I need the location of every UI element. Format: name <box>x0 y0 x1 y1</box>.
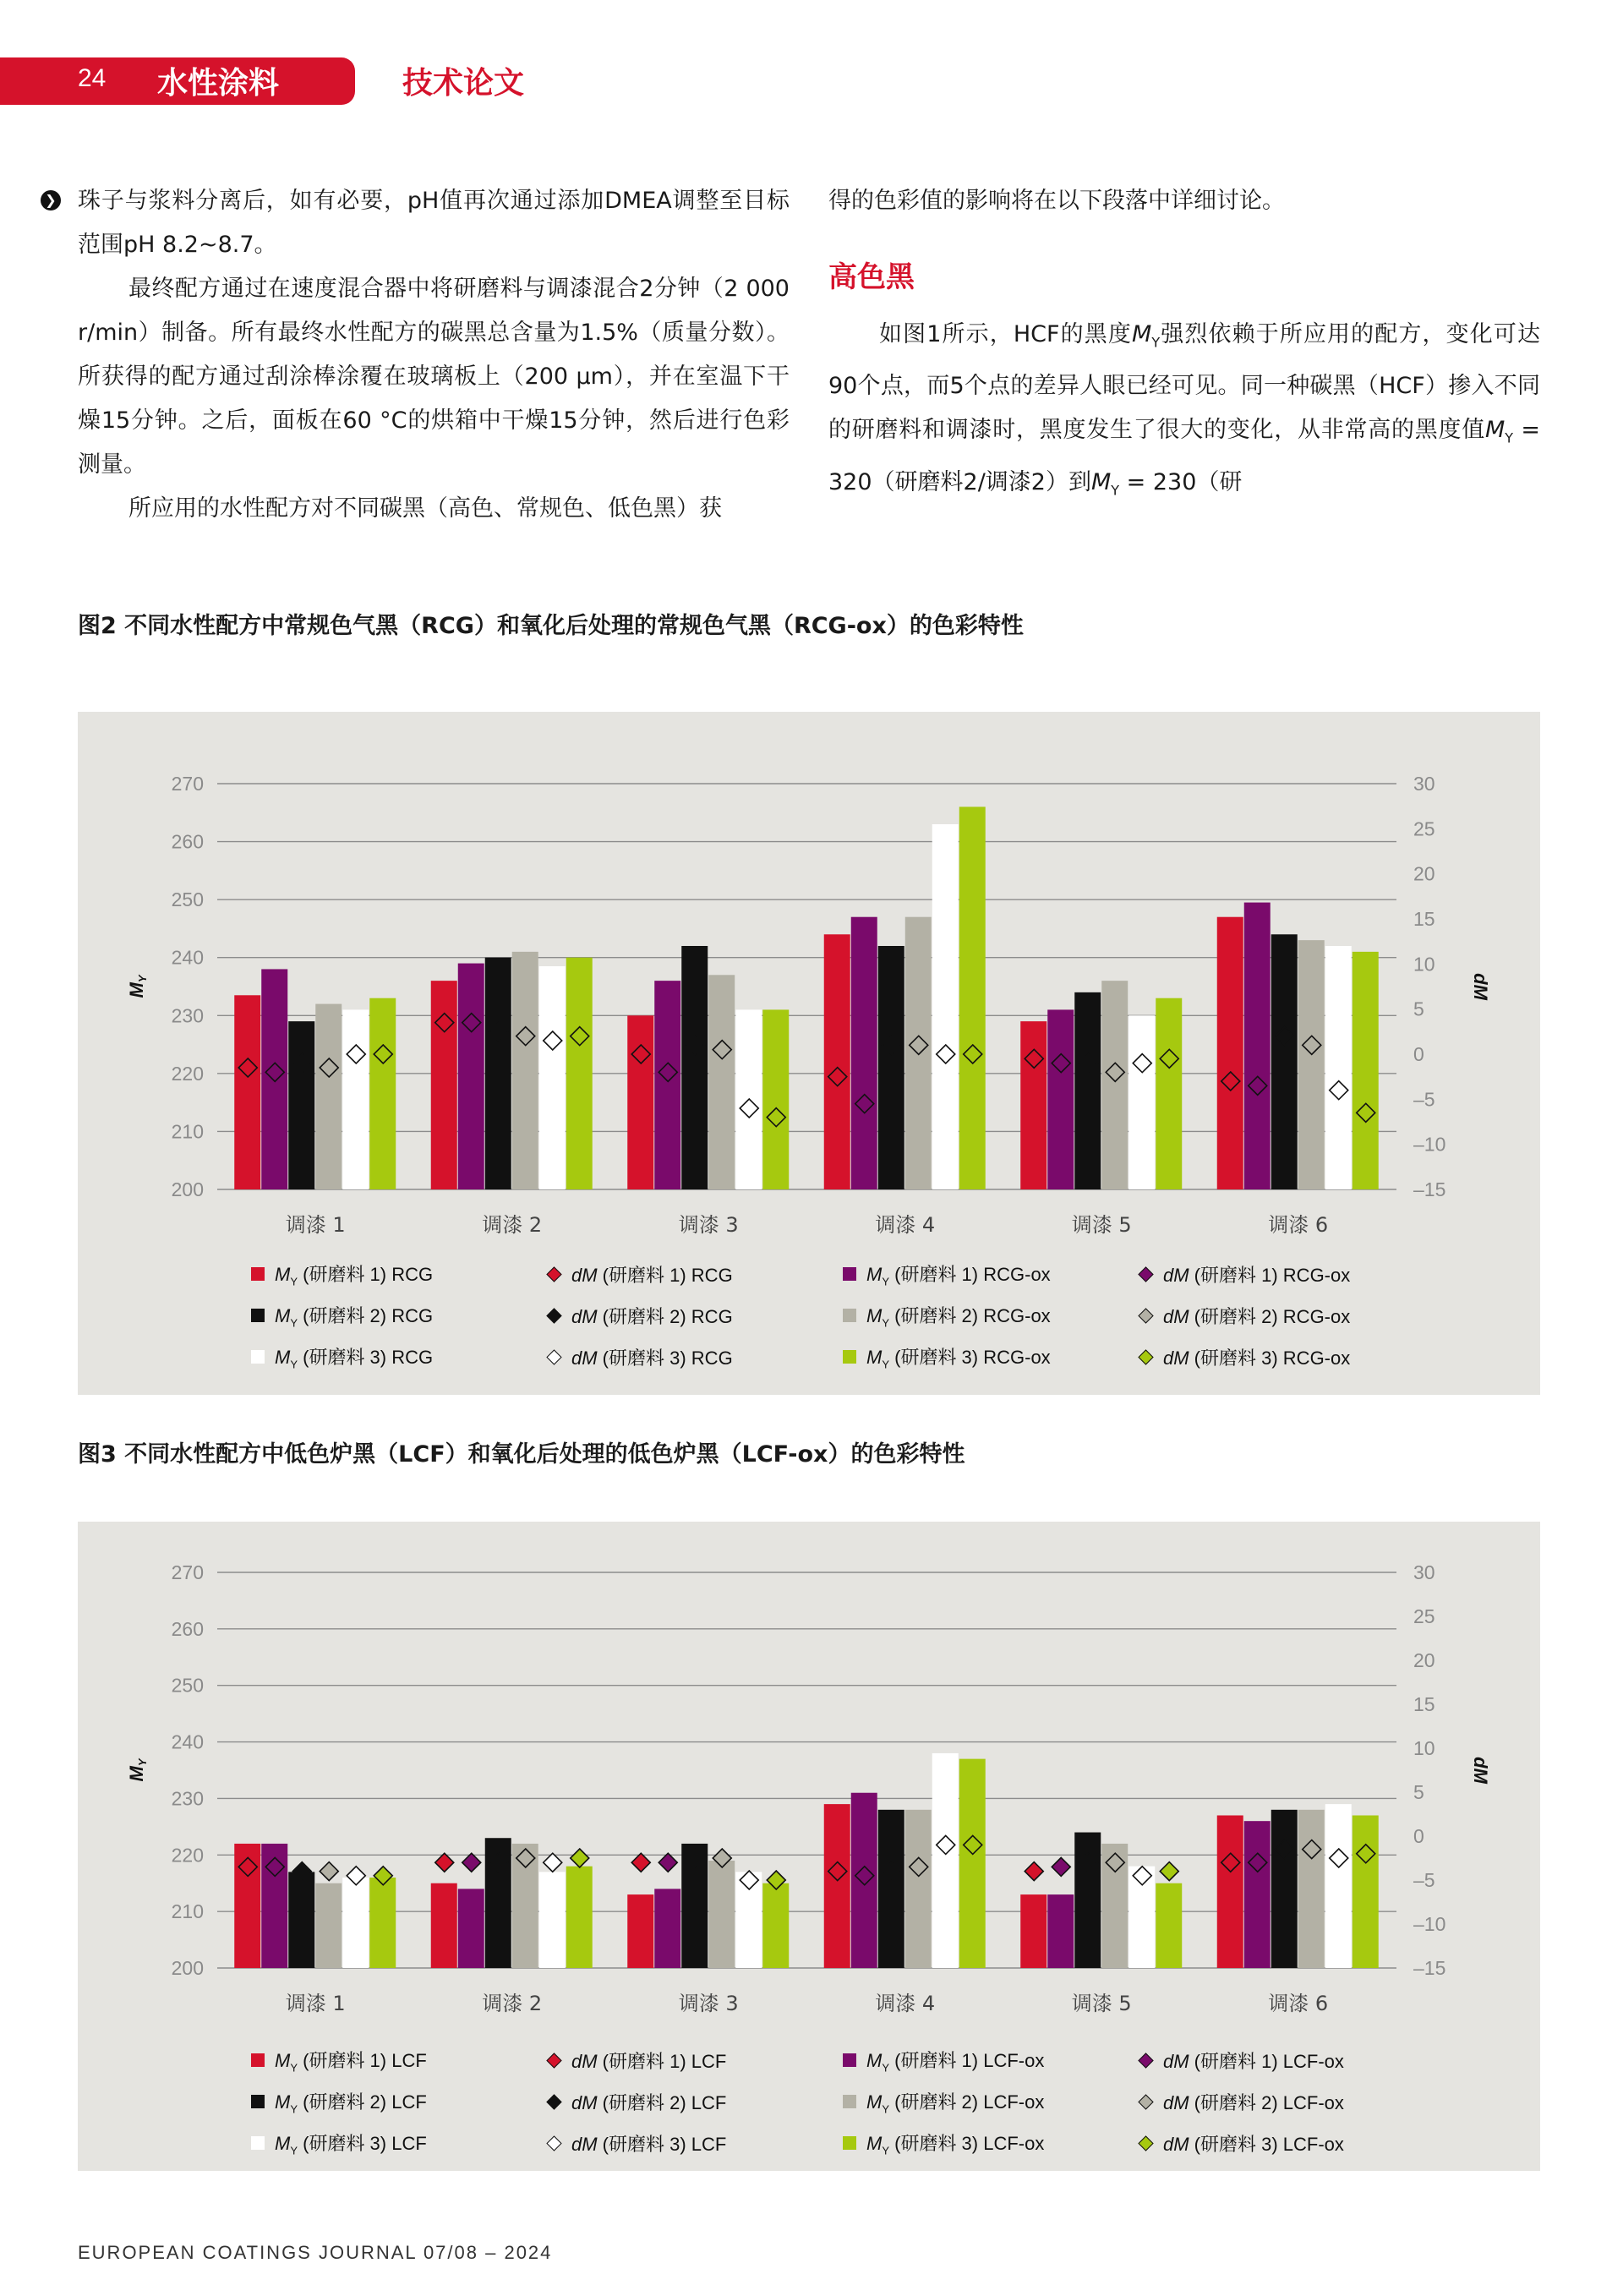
bar <box>627 1894 653 1968</box>
x-tick-label: 调漆 2 <box>482 1992 543 2015</box>
bar <box>539 1872 566 1968</box>
legend-item: $M_Y$ (研磨料 3) LCF <box>251 2130 427 2156</box>
y-tick-label: 250 <box>171 1674 204 1697</box>
legend-bar-swatch <box>843 1309 856 1322</box>
y2-tick-label: 0 <box>1413 1043 1424 1065</box>
legend-bar-swatch <box>843 2095 856 2108</box>
bar <box>315 1004 342 1189</box>
paragraph: 珠子与浆料分离后，如有必要，pH值再次通过添加DMEA调整至目标范围pH 8.2~8.7。 <box>78 188 790 258</box>
bar <box>654 1889 680 1968</box>
bar <box>288 1872 314 1968</box>
bar <box>431 1883 457 1968</box>
y2-tick-label: 15 <box>1413 1693 1435 1715</box>
x-tick-label: 调漆 5 <box>1071 1213 1132 1236</box>
bar <box>1271 1810 1298 1968</box>
legend-item: dM (研磨料 1) RCG <box>547 1261 733 1287</box>
x-tick-label: 调漆 1 <box>285 1213 346 1236</box>
legend-bar-swatch <box>843 1267 856 1281</box>
paragraph: 最终配方通过在速度混合器中将研磨料与调漆混合2分钟（2 000 r/min）制备。所有最终水性配方的碳黑总含量为1.5%（质量分数）。所获得的配方通过刮涂棒涂覆在玻璃板上（200 μm），并在室温下干燥15分钟。之后，面板在60 °C的烘箱中干燥15分钟，然后进行色彩测量。 <box>78 276 790 478</box>
article-section: 技术论文 <box>402 66 525 101</box>
bar <box>762 1883 789 1968</box>
body-right-column <box>828 179 1540 512</box>
bar <box>878 946 904 1189</box>
y2-tick-label: 15 <box>1413 908 1435 930</box>
legend-item: $M_Y$ (研磨料 1) RCG <box>251 1261 433 1287</box>
bar <box>288 1021 314 1189</box>
bar <box>1325 1804 1352 1968</box>
bar <box>762 1009 789 1189</box>
legend-diamond-swatch <box>1138 2053 1153 2068</box>
y2-tick-label: 25 <box>1413 1605 1435 1627</box>
dm-marker <box>320 1862 338 1881</box>
y2-tick-label: 20 <box>1413 1649 1435 1671</box>
dm-marker <box>435 1853 454 1872</box>
x-tick-label: 调漆 5 <box>1071 1992 1132 2015</box>
y-tick-label: 210 <box>171 1120 204 1143</box>
legend-bar-swatch <box>251 2136 265 2150</box>
bar <box>959 1759 986 1968</box>
y-axis-label: MY <box>126 975 149 998</box>
continue-bullet-icon: ❯ <box>41 190 61 210</box>
legend-item: $M_Y$ (研磨料 2) RCG <box>251 1303 433 1328</box>
bar <box>1298 940 1325 1189</box>
bar <box>905 1810 932 1968</box>
paragraph: 得的色彩值的影响将在以下段落中详细讨论。 <box>828 188 1285 214</box>
legend-bar-swatch <box>843 2136 856 2150</box>
dm-marker <box>544 1853 562 1872</box>
dm-marker <box>571 1849 589 1867</box>
y2-tick-label: 0 <box>1413 1825 1424 1847</box>
bar <box>1217 917 1243 1189</box>
bar <box>539 966 566 1189</box>
legend-bar-swatch <box>251 1309 265 1322</box>
bar <box>824 1804 850 1968</box>
bar <box>315 1883 342 1968</box>
y-tick-label: 200 <box>171 1957 204 1979</box>
bar <box>512 952 538 1189</box>
legend-diamond-swatch <box>546 1266 561 1282</box>
bar <box>1217 1815 1243 1968</box>
legend-diamond-swatch <box>546 2135 561 2151</box>
y2-tick-label: –15 <box>1413 1957 1446 1979</box>
y2-tick-label: 30 <box>1413 773 1435 795</box>
legend-item: dM (研磨料 1) LCF-ox <box>1139 2047 1344 2073</box>
y2-tick-label: –5 <box>1413 1088 1435 1111</box>
legend-bar-swatch <box>251 2095 265 2108</box>
dm-marker <box>1025 1862 1043 1881</box>
bar <box>1020 1021 1046 1189</box>
bar <box>369 998 396 1189</box>
legend-diamond-swatch <box>1138 1308 1153 1323</box>
legend-item: $M_Y$ (研磨料 2) RCG-ox <box>843 1303 1051 1328</box>
y-tick-label: 270 <box>171 1561 204 1583</box>
legend-bar-swatch <box>251 1350 265 1364</box>
bar <box>1101 981 1128 1189</box>
legend-diamond-swatch <box>1138 1266 1153 1282</box>
x-tick-label: 调漆 6 <box>1268 1992 1329 2015</box>
legend-item: $M_Y$ (研磨料 3) LCF-ox <box>843 2130 1044 2156</box>
bar <box>566 1867 593 1968</box>
bar <box>458 964 484 1189</box>
legend-item: $M_Y$ (研磨料 1) LCF <box>251 2047 427 2073</box>
bar <box>342 1878 369 1968</box>
y-tick-label: 210 <box>171 1900 204 1923</box>
legend-item: dM (研磨料 2) LCF-ox <box>1139 2089 1344 2114</box>
bar <box>1156 1883 1182 1968</box>
y2-tick-label: –5 <box>1413 1869 1435 1891</box>
bar <box>1128 1015 1155 1189</box>
figure-2-panel <box>78 712 1540 1395</box>
legend-bar-swatch <box>251 1267 265 1281</box>
figure-3-panel <box>78 1522 1540 2171</box>
y-tick-label: 230 <box>171 1787 204 1810</box>
x-tick-label: 调漆 1 <box>285 1992 346 2015</box>
y-axis-label: MY <box>126 1758 149 1782</box>
bar <box>959 806 986 1189</box>
dm-marker <box>1052 1857 1070 1876</box>
bar <box>1074 992 1101 1189</box>
y2-tick-label: 30 <box>1413 1561 1435 1583</box>
bar <box>1244 1821 1271 1968</box>
bar <box>566 958 593 1189</box>
magazine-section: 水性涂料 <box>157 66 280 101</box>
body-left-column <box>45 179 790 531</box>
x-tick-label: 调漆 3 <box>678 1213 739 1236</box>
figure-2-caption: 图2 不同水性配方中常规色气黑（RCG）和氧化后处理的常规色气黑（RCG-ox）的色彩特性 <box>78 613 1024 639</box>
bar <box>1244 903 1271 1189</box>
y-tick-label: 270 <box>171 773 204 795</box>
legend-item: dM (研磨料 3) LCF <box>547 2130 726 2156</box>
y2-tick-label: 25 <box>1413 817 1435 840</box>
legend-item: $M_Y$ (研磨料 2) LCF <box>251 2089 427 2114</box>
y-tick-label: 200 <box>171 1178 204 1200</box>
bar <box>708 1861 735 1968</box>
y2-tick-label: 20 <box>1413 862 1435 885</box>
y-tick-label: 250 <box>171 888 204 911</box>
bar <box>1352 952 1379 1189</box>
bar <box>932 1753 959 1968</box>
legend-item: $M_Y$ (研磨料 3) RCG-ox <box>843 1344 1051 1369</box>
dm-marker <box>462 1853 481 1872</box>
y2-tick-label: 10 <box>1413 1737 1435 1759</box>
legend-item: dM (研磨料 2) RCG <box>547 1303 733 1328</box>
legend-diamond-swatch <box>1138 2135 1153 2151</box>
dm-marker <box>631 1853 650 1872</box>
bar <box>342 1009 369 1189</box>
legend-item: $M_Y$ (研磨料 1) RCG-ox <box>843 1261 1051 1287</box>
x-tick-label: 调漆 4 <box>875 1992 936 2015</box>
figure-3-chart <box>78 1522 1540 2020</box>
bar <box>1156 998 1182 1189</box>
legend-item: dM (研磨料 2) RCG-ox <box>1139 1303 1350 1328</box>
paragraph: 如图1所示，HCF的黑度$M_Y$强烈依赖于所应用的配方，变化可达90个点，而5个点的差异人眼已经可见。同一种碳黑（HCF）掺入不同的研磨料和调漆时，黑度发生了很大的变化，从非常高的黑度值$M_Y = 320$（研磨料2/调漆2）到$M_Y = 230$（研 <box>828 321 1541 499</box>
legend-bar-swatch <box>843 2053 856 2067</box>
figure-2-chart <box>78 712 1540 1236</box>
y2-tick-label: 5 <box>1413 998 1424 1020</box>
bar <box>708 975 735 1189</box>
bar <box>824 934 850 1189</box>
legend-item: $M_Y$ (研磨料 3) RCG <box>251 1344 433 1369</box>
bar <box>627 1015 653 1189</box>
dm-marker <box>1160 1862 1178 1881</box>
legend-bar-swatch <box>251 2053 265 2067</box>
y2-tick-label: –15 <box>1413 1178 1446 1200</box>
y-tick-label: 260 <box>171 1617 204 1640</box>
bar <box>234 995 260 1189</box>
y-tick-label: 240 <box>171 946 204 969</box>
bar <box>681 946 708 1189</box>
legend-diamond-swatch <box>546 1349 561 1364</box>
y-tick-label: 220 <box>171 1844 204 1867</box>
bar <box>878 1810 904 1968</box>
y2-axis-label: dM <box>1470 973 1491 1000</box>
bar <box>1271 934 1298 1189</box>
legend-item: $M_Y$ (研磨料 2) LCF-ox <box>843 2089 1044 2114</box>
y2-tick-label: 10 <box>1413 953 1435 976</box>
bar <box>485 958 511 1189</box>
bar <box>851 917 877 1189</box>
legend-item: dM (研磨料 1) RCG-ox <box>1139 1261 1350 1287</box>
y2-tick-label: –10 <box>1413 1133 1446 1156</box>
legend-diamond-swatch <box>1138 1349 1153 1364</box>
x-tick-label: 调漆 4 <box>875 1213 936 1236</box>
bar <box>1047 1894 1074 1968</box>
x-tick-label: 调漆 2 <box>482 1213 543 1236</box>
bar <box>431 981 457 1189</box>
legend-item: $M_Y$ (研磨料 1) LCF-ox <box>843 2047 1044 2073</box>
y2-tick-label: –10 <box>1413 1913 1446 1935</box>
subheading: 高色黑 <box>828 260 915 294</box>
bar <box>1020 1894 1046 1968</box>
x-tick-label: 调漆 3 <box>678 1992 739 2015</box>
legend-item: dM (研磨料 3) RCG-ox <box>1139 1344 1350 1369</box>
bar <box>654 981 680 1189</box>
bar <box>1047 1009 1074 1189</box>
legend-diamond-swatch <box>1138 2094 1153 2109</box>
bar <box>458 1889 484 1968</box>
bar <box>1325 946 1352 1189</box>
bar <box>1352 1815 1379 1968</box>
paragraph: 所应用的水性配方对不同碳黑（高色、常规色、低色黑）获 <box>128 495 722 522</box>
y-tick-label: 230 <box>171 1004 204 1027</box>
bar <box>932 824 959 1189</box>
bar <box>369 1878 396 1968</box>
legend-bar-swatch <box>843 1350 856 1364</box>
y-tick-label: 220 <box>171 1062 204 1085</box>
page-number: 24 <box>78 64 107 92</box>
dm-marker <box>658 1853 677 1872</box>
legend-item: dM (研磨料 3) RCG <box>547 1344 733 1369</box>
y-tick-label: 260 <box>171 830 204 853</box>
legend-item: dM (研磨料 2) LCF <box>547 2089 726 2114</box>
footer: EUROPEAN COATINGS JOURNAL 07/08 – 2024 <box>78 2242 553 2263</box>
y-tick-label: 240 <box>171 1730 204 1753</box>
legend-diamond-swatch <box>546 2053 561 2068</box>
legend-item: dM (研磨料 1) LCF <box>547 2047 726 2073</box>
legend-diamond-swatch <box>546 2094 561 2109</box>
legend-diamond-swatch <box>546 1308 561 1323</box>
x-tick-label: 调漆 6 <box>1268 1213 1329 1236</box>
figure-3-caption: 图3 不同水性配方中低色炉黑（LCF）和氧化后处理的低色炉黑（LCF-ox）的色彩特性 <box>78 1441 965 1468</box>
legend-item: dM (研磨料 3) LCF-ox <box>1139 2130 1344 2156</box>
bar <box>1298 1810 1325 1968</box>
y2-axis-label: dM <box>1470 1757 1491 1784</box>
y2-tick-label: 5 <box>1413 1781 1424 1803</box>
